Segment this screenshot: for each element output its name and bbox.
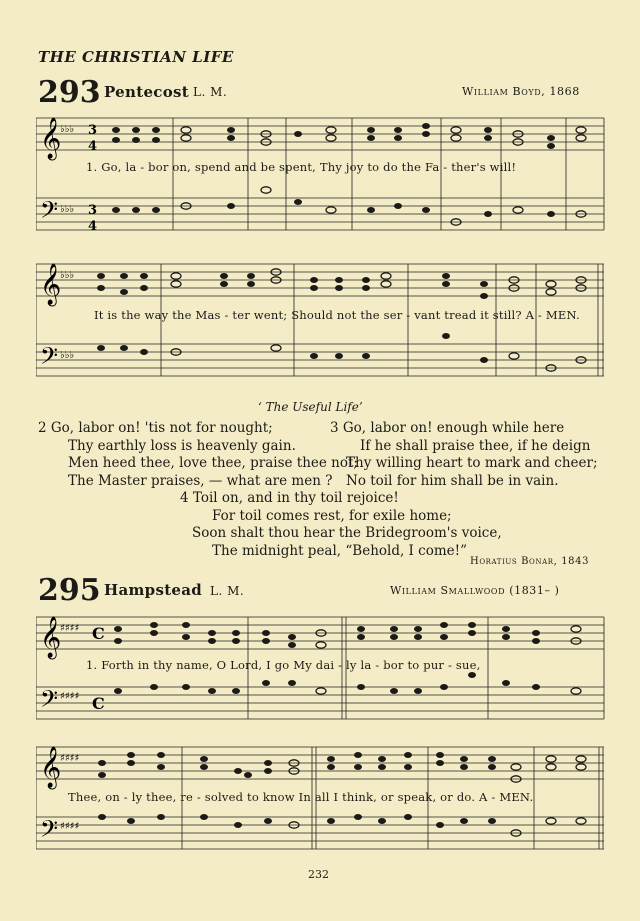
lyrics-293-line-1: 1. Go, la - bor on, spend and be spent, Thy joy to do the Fa - ther's will! [86,160,517,174]
svg-text:𝄢: 𝄢 [40,685,59,718]
svg-text:𝄢: 𝄢 [40,342,59,375]
meter-293: L. M. [193,85,228,99]
svg-text:♭♭♭: ♭♭♭ [60,350,75,361]
bass-staff [36,817,604,849]
composer-293: William Boyd, 1868 [462,85,580,98]
svg-text:♯♯♯♯: ♯♯♯♯ [60,821,80,832]
lyrics-293-line-2: It is the way the Mas - ter went; Should not the ser - vant tread it still? A - MEN. [94,308,580,322]
bass-staff [36,198,604,230]
svg-text:𝄢: 𝄢 [40,196,59,229]
svg-text:𝄢: 𝄢 [40,815,59,848]
meter-295: L. M. [210,584,245,598]
page-number: 232 [308,868,329,881]
stanza-2: 2 Go, labor on! 'tis not for nought; Thy earthly loss is heavenly gain. Men heed thee, love thee, praise thee not; The Master praises, — what are men ? [38,420,358,489]
svg-text:𝄞: 𝄞 [40,617,62,658]
svg-text:C: C [92,694,105,713]
hymn-author: Horatius Bonar, 1843 [470,556,590,567]
svg-text:3: 3 [88,123,98,138]
svg-text:4: 4 [88,139,98,154]
svg-text:𝄞: 𝄞 [40,118,62,159]
stanza-3: 3 Go, labor on! enough while here If he shall praise thee, if he deign Thy willing heart to mark and cheer; No toil for him shall be in vain. [330,420,598,489]
treble-staff [36,617,604,649]
tune-name-pentecost: Pentecost [104,83,190,101]
svg-text:♯♯♯♯: ♯♯♯♯ [60,753,80,764]
svg-text:♭♭♭: ♭♭♭ [60,270,75,281]
svg-text:𝄞: 𝄞 [40,264,62,305]
svg-text:4: 4 [88,219,98,234]
lyrics-295-line-1: 1. Forth in thy name, O Lord, I go My dai - ly la - bor to pur - sue, [86,658,481,672]
hymn-number-295: 295 [38,573,101,608]
svg-text:C: C [92,624,105,643]
treble-staff [36,747,604,779]
composer-295: William Smallwood (1831– ) [390,584,560,597]
svg-text:♭♭♭: ♭♭♭ [60,204,75,215]
svg-text:3: 3 [88,203,98,218]
svg-text:𝄞: 𝄞 [40,747,62,788]
lyrics-295-line-2: Thee, on - ly thee, re - solved to know In all I think, or speak, or do. A - MEN. [68,790,534,804]
svg-text:♯♯♯♯: ♯♯♯♯ [60,623,80,634]
hymn-title-useful-life: ‘ The Useful Life’ [258,400,363,414]
hymn-number-293: 293 [38,75,101,110]
stanza-4: 4 Toil on, and in thy toil rejoice! For toil comes rest, for exile home; Soon shalt thou hear the Bridegroom's voice, The midnight peal, “Behold, I come!” [180,490,502,559]
tune-name-hampstead: Hampstead [104,581,203,599]
section-title: THE CHRISTIAN LIFE [38,48,234,66]
svg-text:♭♭♭: ♭♭♭ [60,124,75,135]
svg-text:♯♯♯♯: ♯♯♯♯ [60,691,80,702]
